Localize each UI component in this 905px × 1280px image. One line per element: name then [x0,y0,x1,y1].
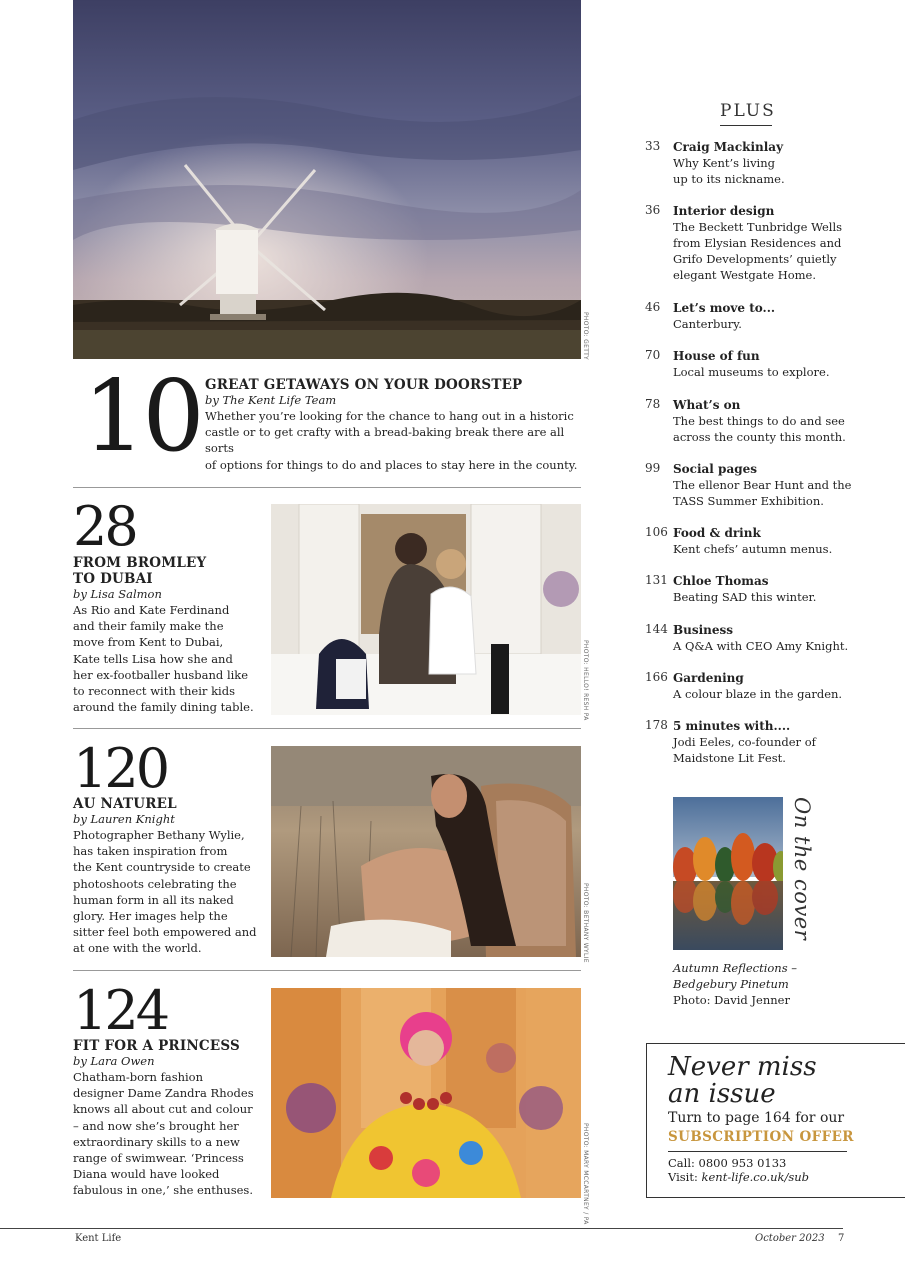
plus-item[interactable]: 33 Craig Mackinlay Why Kent’s living up to its nickname. [645,139,785,186]
plus-item[interactable]: 78 What’s on The best things to do and see across the county this month. [645,397,846,444]
hero-windmill-photo [73,0,581,359]
plus-item[interactable]: 99 Social pages The ellenor Bear Hunt and the TASS Summer Exhibition. [645,461,852,508]
feature28-block [73,555,263,715]
subscribe-rule [668,1151,847,1152]
feature120-photo [271,746,581,957]
feature10-byline: by The Kent Life Team [205,393,337,407]
feature28-number: 28 [73,495,136,558]
feature10-block [205,377,585,473]
feature10-body: Whether you’re looking for the chance to hang out in a historic castle or to get crafty with a bread-baking break there are all sorts of options for things to do and places to stay here in the county. [205,409,578,472]
feature124-photo-credit: PHOTO: MARY MCCARTNEY / PA [582,1123,589,1225]
feature120-number: 120 [73,737,168,800]
subscribe-call: Call: 0800 953 0133 [668,1156,787,1170]
cover-caption: Autumn Reflections – Bedgebury Pinetum Photo: David Jenner [673,961,798,1007]
divider [73,970,581,971]
feature28-title: FROM BROMLEY TO DUBAI [73,555,207,587]
feature120-byline: by Lauren Knight [73,812,175,826]
feature28-photo-credit: PHOTO: HELLO! RESH PA [582,640,589,721]
plus-heading: PLUS [720,101,776,121]
plus-item[interactable]: 178 5 minutes with.... Jodi Eeles, co-founder of Maidstone Lit Fest. [645,718,816,765]
plus-heading-underline [720,125,772,126]
plus-item[interactable]: 46 Let’s move to... Canterbury. [645,300,776,331]
feature28-body: As Rio and Kate Ferdinand and their family make the move from Kent to Dubai, Kate tells Lisa how she and her ex-footballer husband like to reconnect with their kids around the family dining table. [73,603,254,715]
footer-page-number: 7 [838,1233,845,1244]
feature28-photo [271,504,581,715]
feature120-block [73,796,263,957]
plus-item[interactable]: 166 Gardening A colour blaze in the garden. [645,670,843,701]
feature124-title: FIT FOR A PRINCESS [73,1038,240,1054]
footer-rule [0,1228,843,1229]
feature120-photo-credit: PHOTO: BETHANY WYLIE [582,883,589,963]
subscribe-line: Turn to page 164 for our [668,1110,845,1126]
feature124-block [73,1038,263,1199]
divider [73,487,581,488]
plus-item[interactable]: 70 House of fun Local museums to explore. [645,348,830,379]
feature10-number: 10 [83,360,202,474]
plus-item[interactable]: 106 Food & drink Kent chefs’ autumn menus. [645,525,833,556]
feature10-title: GREAT GETAWAYS ON YOUR DOORSTEP [205,377,523,393]
footer-magazine-name: Kent Life [75,1233,122,1244]
feature28-byline: by Lisa Salmon [73,587,162,601]
divider [73,728,581,729]
cover-thumbnail[interactable] [673,797,783,950]
plus-item[interactable]: 36 Interior design The Beckett Tunbridge Wells from Elysian Residences and Grifo Developments’ quietly elegant Westgate Home. [645,203,843,282]
plus-item[interactable]: 144 Business A Q&A with CEO Amy Knight. [645,622,849,653]
feature124-byline: by Lara Owen [73,1054,155,1068]
subscribe-headline: Never miss an issue [668,1052,817,1109]
feature124-body: Chatham-born fashion designer Dame Zandra Rhodes knows all about cut and colour – and now she’s brought her extraordinary skills to a new range of swimwear. ‘Princess Diana would have looked fabulous in one,’ she enthuses. [73,1070,254,1198]
subscribe-offer[interactable]: SUBSCRIPTION OFFER [668,1129,854,1145]
subscribe-visit[interactable]: Visit: kent-life.co.uk/sub [668,1170,810,1184]
feature120-body: Photographer Bethany Wylie, has taken inspiration from the Kent countryside to create photoshoots celebrating the human form in all its naked glory. Her images help the sitter feel both empowered and at one with the world. [73,828,257,956]
plus-item[interactable]: 131 Chloe Thomas Beating SAD this winter. [645,573,817,604]
footer-date: October 2023 [755,1233,825,1244]
feature124-photo [271,988,581,1198]
feature124-number: 124 [73,979,168,1042]
hero-photo-credit: PHOTO: GETTY [582,312,589,360]
cover-label: On the cover [790,797,814,941]
feature120-title: AU NATUREL [73,796,177,812]
